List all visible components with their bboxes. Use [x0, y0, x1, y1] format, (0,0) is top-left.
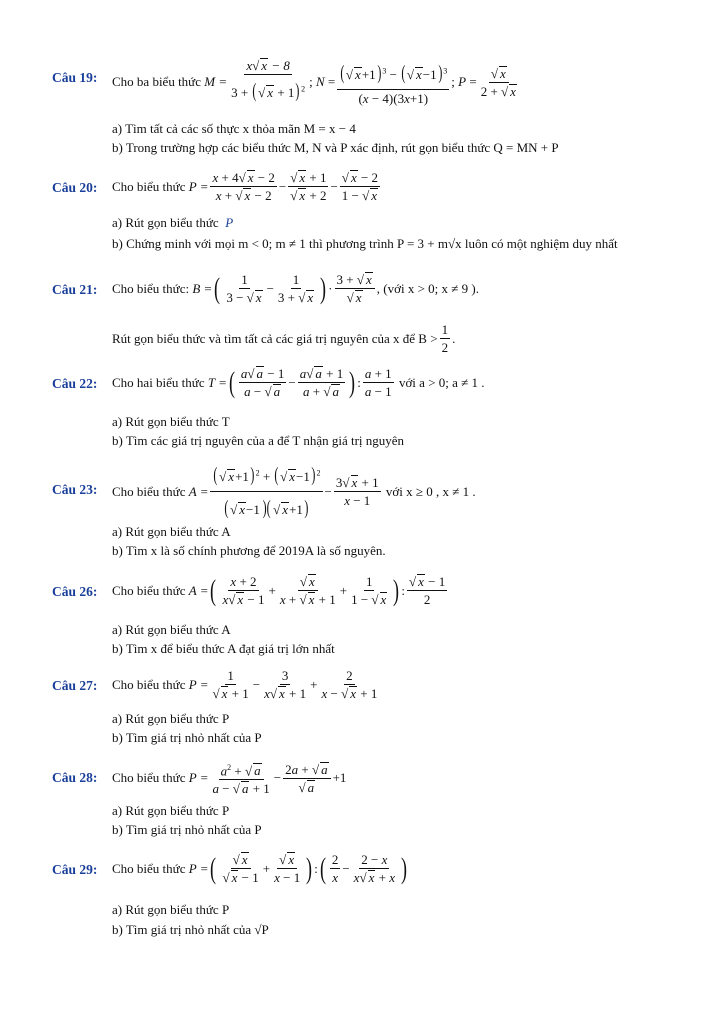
question-number: Câu 19: — [52, 70, 98, 85]
question-formula: Cho biểu thức A = $\frac{(√ x+1)^2 + (√ x-1)^2}{(√ x-1 )( √ x+1)}$ − 3√ x + 1 x − 1 với x ≥ 0 , x ≠ 1 . — [112, 460, 476, 523]
fraction-N: $\frac{(√ x+1)^3 - (√ x-1)^3}{(x - 4)(3x+1)}$ — [337, 58, 449, 106]
fraction-P: $\frac{√ x}{2 + √ x}$ — [480, 65, 516, 99]
part-b: b) Tìm giá trị nhỏ nhất của P — [112, 730, 262, 745]
question-formula: Cho biểu thức P = ( √ x √ x − 1 + √ x x − 1 ) : ( 2 x − 2 − x x√ x + x ) — [112, 851, 407, 885]
question-intro: Cho hai biểu thức — [112, 374, 205, 390]
question-number: Câu 29: — [52, 862, 98, 877]
question-formula: Cho biểu thức P = $\frac{x + 4√ x - 2}{x + √ x - 2}$ − $\frac{√ x + 1}{√ x + 2}$ − $\frac{√ x - 2}{1 - √ x}$ — [112, 170, 379, 203]
question-number: Câu 23: — [52, 482, 98, 497]
part-a: a) Rút gọn biểu thức A — [112, 622, 231, 637]
question-number: Câu 26: — [52, 584, 98, 599]
question-intro: Cho biểu thức: — [112, 280, 190, 296]
part-b: b) Tìm x để biểu thức A đạt giá trị lớn nhất — [112, 641, 335, 656]
question-formula: Cho hai biểu thức T = ( a√ a − 1 a − √ a − a√ a + 1 a + √ a ) : a + 1 a − 1 với a > 0; a ≠ 1 . — [112, 365, 485, 399]
question-number: Câu 22: — [52, 376, 98, 391]
question-formula: Cho biểu thức A = ( x + 2 x√ x − 1 + √ x x + √ x + 1 + 1 1 − √ x ) : √ x − 1 2 — [112, 573, 446, 607]
question-intro: Cho biểu thức — [112, 860, 186, 876]
part-a: a) Tìm tất cả các số thực x thỏa mãn M = x − 4 — [112, 121, 356, 136]
question-intro: Cho biểu thức — [112, 483, 186, 499]
part-a: a) Rút gọn biểu thức P — [112, 902, 230, 917]
part-b: b) Tìm giá trị nhỏ nhất của √P — [112, 922, 269, 937]
question-number: Câu 27: — [52, 678, 98, 693]
question-intro: Cho ba biểu thức — [112, 74, 202, 89]
part-b: b) Tìm x là số chính phương để 2019A là số nguyên. — [112, 543, 386, 558]
question-number: Câu 21: — [52, 282, 98, 297]
question-formula: Cho ba biểu thức M = $\frac{x√ x - 8}{3 + (√ x + 1)^2}$ ; N = $\frac{(√ x+1)^3 - (√ x-1)^3}{(x - 4)(3x+1)}$ ; P = $\frac{√ x}{2 + √ x}$ — [112, 58, 521, 106]
question-intro: Cho biểu thức — [112, 178, 186, 194]
part-a: a) Rút gọn biểu thức P — [112, 803, 230, 818]
part-a: a) Rút gọn biểu thức T — [112, 414, 230, 429]
part-a: a) Rút gọn biểu thức P — [112, 215, 234, 230]
part-b: b) Tìm các giá trị nguyên của a để T nhận giá trị nguyên — [112, 433, 405, 448]
part-b: b) Tìm giá trị nhỏ nhất của P — [112, 822, 262, 837]
question-formula: Cho biểu thức P = $\frac{1}{√ x + 1}$ − 3 x√ x + 1 + 2 x − √ x + 1 — [112, 668, 378, 701]
fraction-M: $\frac{x√ x - 8}{3 + (√ x + 1)^2}$ — [231, 58, 306, 102]
question-intro: Cho biểu thức — [112, 770, 186, 786]
question-number: Câu 20: — [52, 180, 98, 195]
question-intro: Cho biểu thức — [112, 582, 186, 598]
question-number: Câu 28: — [52, 770, 98, 785]
part-b: b) Chứng minh với mọi m < 0; m ≠ 1 thì phương trình P = 3 + m√x luôn có một nghiệm duy nhất — [112, 236, 618, 251]
question-formula: Cho biểu thức: B = ( 1 3 − √ x − 1 3 + √ x ) · 3 + √ x √ x , (với x > 0; x ≠ 9 ). — [112, 271, 479, 305]
question-formula: Cho biểu thức P = $\frac{a^2 + √ a}{a - √ a + 1}$ − 2a + √ a √ a +1 — [112, 761, 347, 797]
question-intro: Cho biểu thức — [112, 676, 186, 692]
part-a: a) Rút gọn biểu thức P — [112, 711, 230, 726]
part-a: Rút gọn biểu thức và tìm tất cả các giá trị nguyên của x để B > 1 2 . — [112, 322, 456, 355]
part-b: b) Trong trường hợp các biểu thức M, N và P xác định, rút gọn biểu thức Q = MN + P — [112, 140, 559, 155]
part-a: a) Rút gọn biểu thức A — [112, 524, 231, 539]
